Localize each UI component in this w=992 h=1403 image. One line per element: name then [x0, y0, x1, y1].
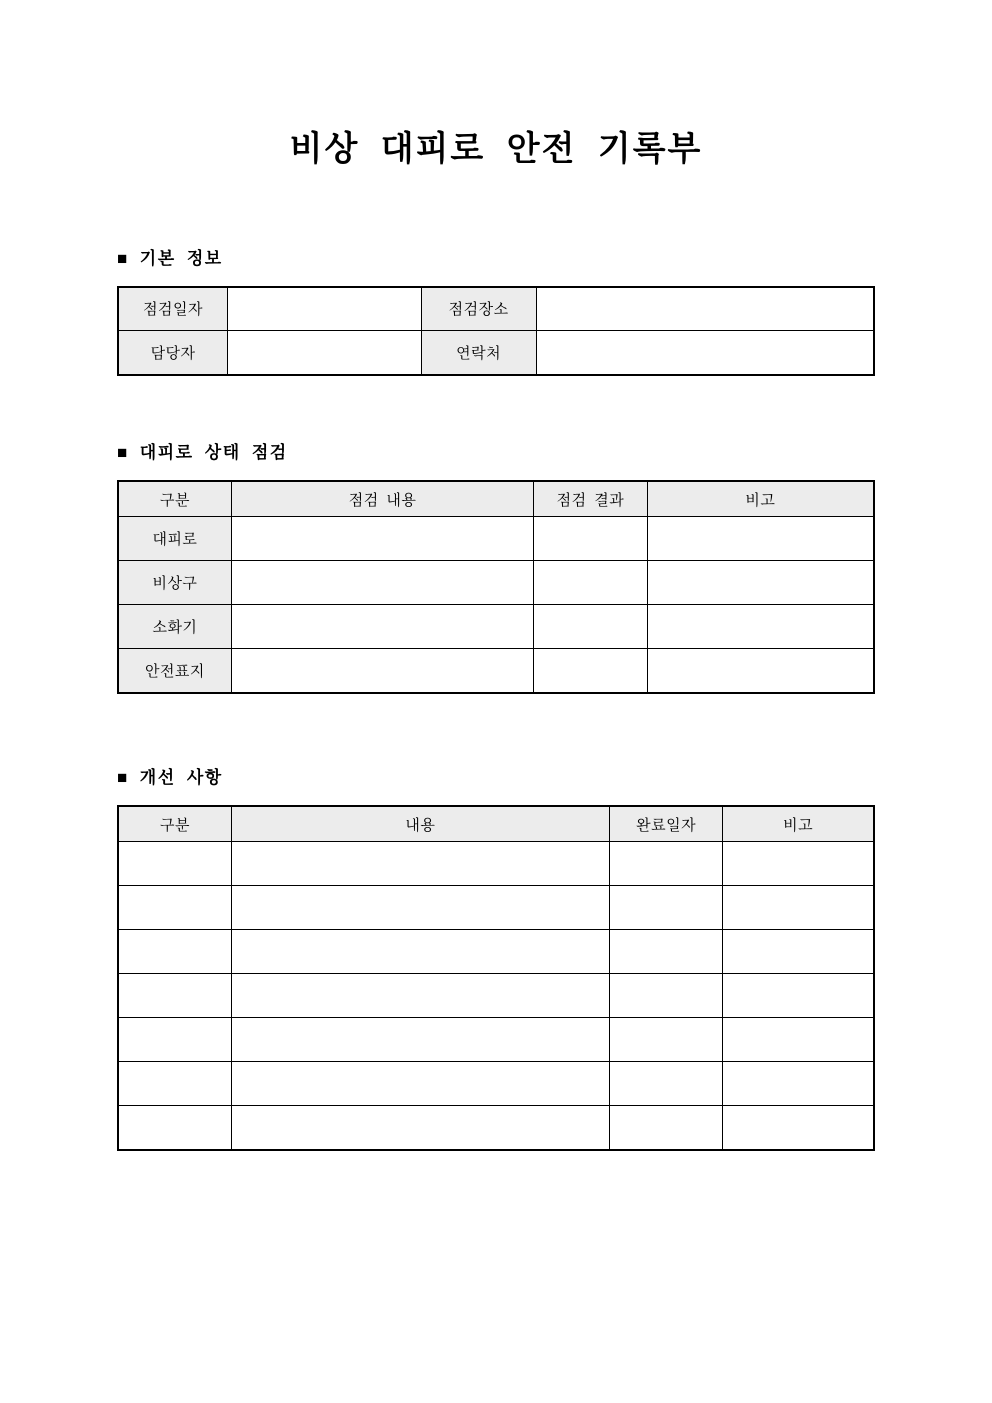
category-cell: [118, 930, 231, 974]
note-cell: [647, 517, 874, 561]
note-cell: [723, 886, 874, 930]
check-content-cell: [231, 561, 533, 605]
note-cell: [723, 974, 874, 1018]
category-cell: [118, 974, 231, 1018]
column-header-note: 비고: [723, 806, 874, 842]
route-check-row-fire-extinguisher: [118, 605, 874, 649]
note-cell: [723, 930, 874, 974]
section-bullet-icon: ■: [117, 767, 129, 787]
content-cell: [231, 930, 609, 974]
label-person-in-charge: 담당자: [118, 331, 228, 375]
route-check-header-row: [118, 481, 874, 517]
improvement-row: [118, 842, 874, 886]
note-cell: [647, 605, 874, 649]
basic-info-table: [117, 286, 875, 376]
category-cell: [118, 1106, 231, 1150]
column-header-content: 내용: [231, 806, 609, 842]
category-cell: [118, 1062, 231, 1106]
completion-date-cell: [609, 930, 722, 974]
section-heading-basic-info: [117, 248, 875, 270]
improvement-row: [118, 1062, 874, 1106]
value-person-in-charge: [228, 331, 422, 375]
check-result-cell: [534, 561, 647, 605]
improvement-row: [118, 930, 874, 974]
category-safety-sign: 안전표지: [118, 649, 231, 693]
category-fire-extinguisher: 소화기: [118, 605, 231, 649]
category-cell: [118, 842, 231, 886]
section-heading-label: 개선 사항: [139, 767, 223, 787]
category-cell: [118, 886, 231, 930]
category-cell: [118, 1018, 231, 1062]
column-header-check-content: 점검 내용: [231, 481, 533, 517]
check-result-cell: [534, 605, 647, 649]
content-cell: [231, 886, 609, 930]
content-cell: [231, 1106, 609, 1150]
route-check-row-evacuation-route: [118, 517, 874, 561]
column-header-category: 구분: [118, 806, 231, 842]
content-cell: [231, 842, 609, 886]
label-inspection-place: 점검장소: [421, 287, 536, 331]
section-bullet-icon: ■: [117, 442, 129, 462]
label-contact: 연락처: [421, 331, 536, 375]
category-emergency-exit: 비상구: [118, 561, 231, 605]
column-header-note: 비고: [647, 481, 874, 517]
completion-date-cell: [609, 1062, 722, 1106]
basic-info-row: [118, 331, 874, 375]
content-cell: [231, 1062, 609, 1106]
improvement-row: [118, 974, 874, 1018]
check-content-cell: [231, 605, 533, 649]
note-cell: [647, 561, 874, 605]
section-heading-label: 기본 정보: [139, 248, 223, 268]
completion-date-cell: [609, 1018, 722, 1062]
content-cell: [231, 974, 609, 1018]
note-cell: [723, 842, 874, 886]
check-result-cell: [534, 517, 647, 561]
check-content-cell: [231, 649, 533, 693]
improvement-row: [118, 1018, 874, 1062]
improvement-row: [118, 1106, 874, 1150]
note-cell: [647, 649, 874, 693]
column-header-check-result: 점검 결과: [534, 481, 647, 517]
content-cell: [231, 1018, 609, 1062]
completion-date-cell: [609, 886, 722, 930]
section-heading-route-check: [117, 442, 875, 464]
section-heading-improvements: [117, 767, 875, 789]
basic-info-row: [118, 287, 874, 331]
route-check-row-safety-sign: [118, 649, 874, 693]
note-cell: [723, 1106, 874, 1150]
value-inspection-place: [536, 287, 874, 331]
improvements-table: [117, 805, 875, 1151]
completion-date-cell: [609, 1106, 722, 1150]
section-bullet-icon: ■: [117, 248, 129, 268]
label-inspection-date: 점검일자: [118, 287, 228, 331]
completion-date-cell: [609, 974, 722, 1018]
column-header-category: 구분: [118, 481, 231, 517]
section-heading-label: 대피로 상태 점검: [139, 442, 288, 462]
document-title: 비상 대피로 안전 기록부: [289, 130, 703, 168]
category-evacuation-route: 대피로: [118, 517, 231, 561]
check-content-cell: [231, 517, 533, 561]
check-result-cell: [534, 649, 647, 693]
completion-date-cell: [609, 842, 722, 886]
route-check-table: [117, 480, 875, 694]
column-header-completion-date: 완료일자: [609, 806, 722, 842]
improvement-row: [118, 886, 874, 930]
note-cell: [723, 1018, 874, 1062]
route-check-row-emergency-exit: [118, 561, 874, 605]
note-cell: [723, 1062, 874, 1106]
value-contact: [536, 331, 874, 375]
value-inspection-date: [228, 287, 422, 331]
improvements-header-row: [118, 806, 874, 842]
